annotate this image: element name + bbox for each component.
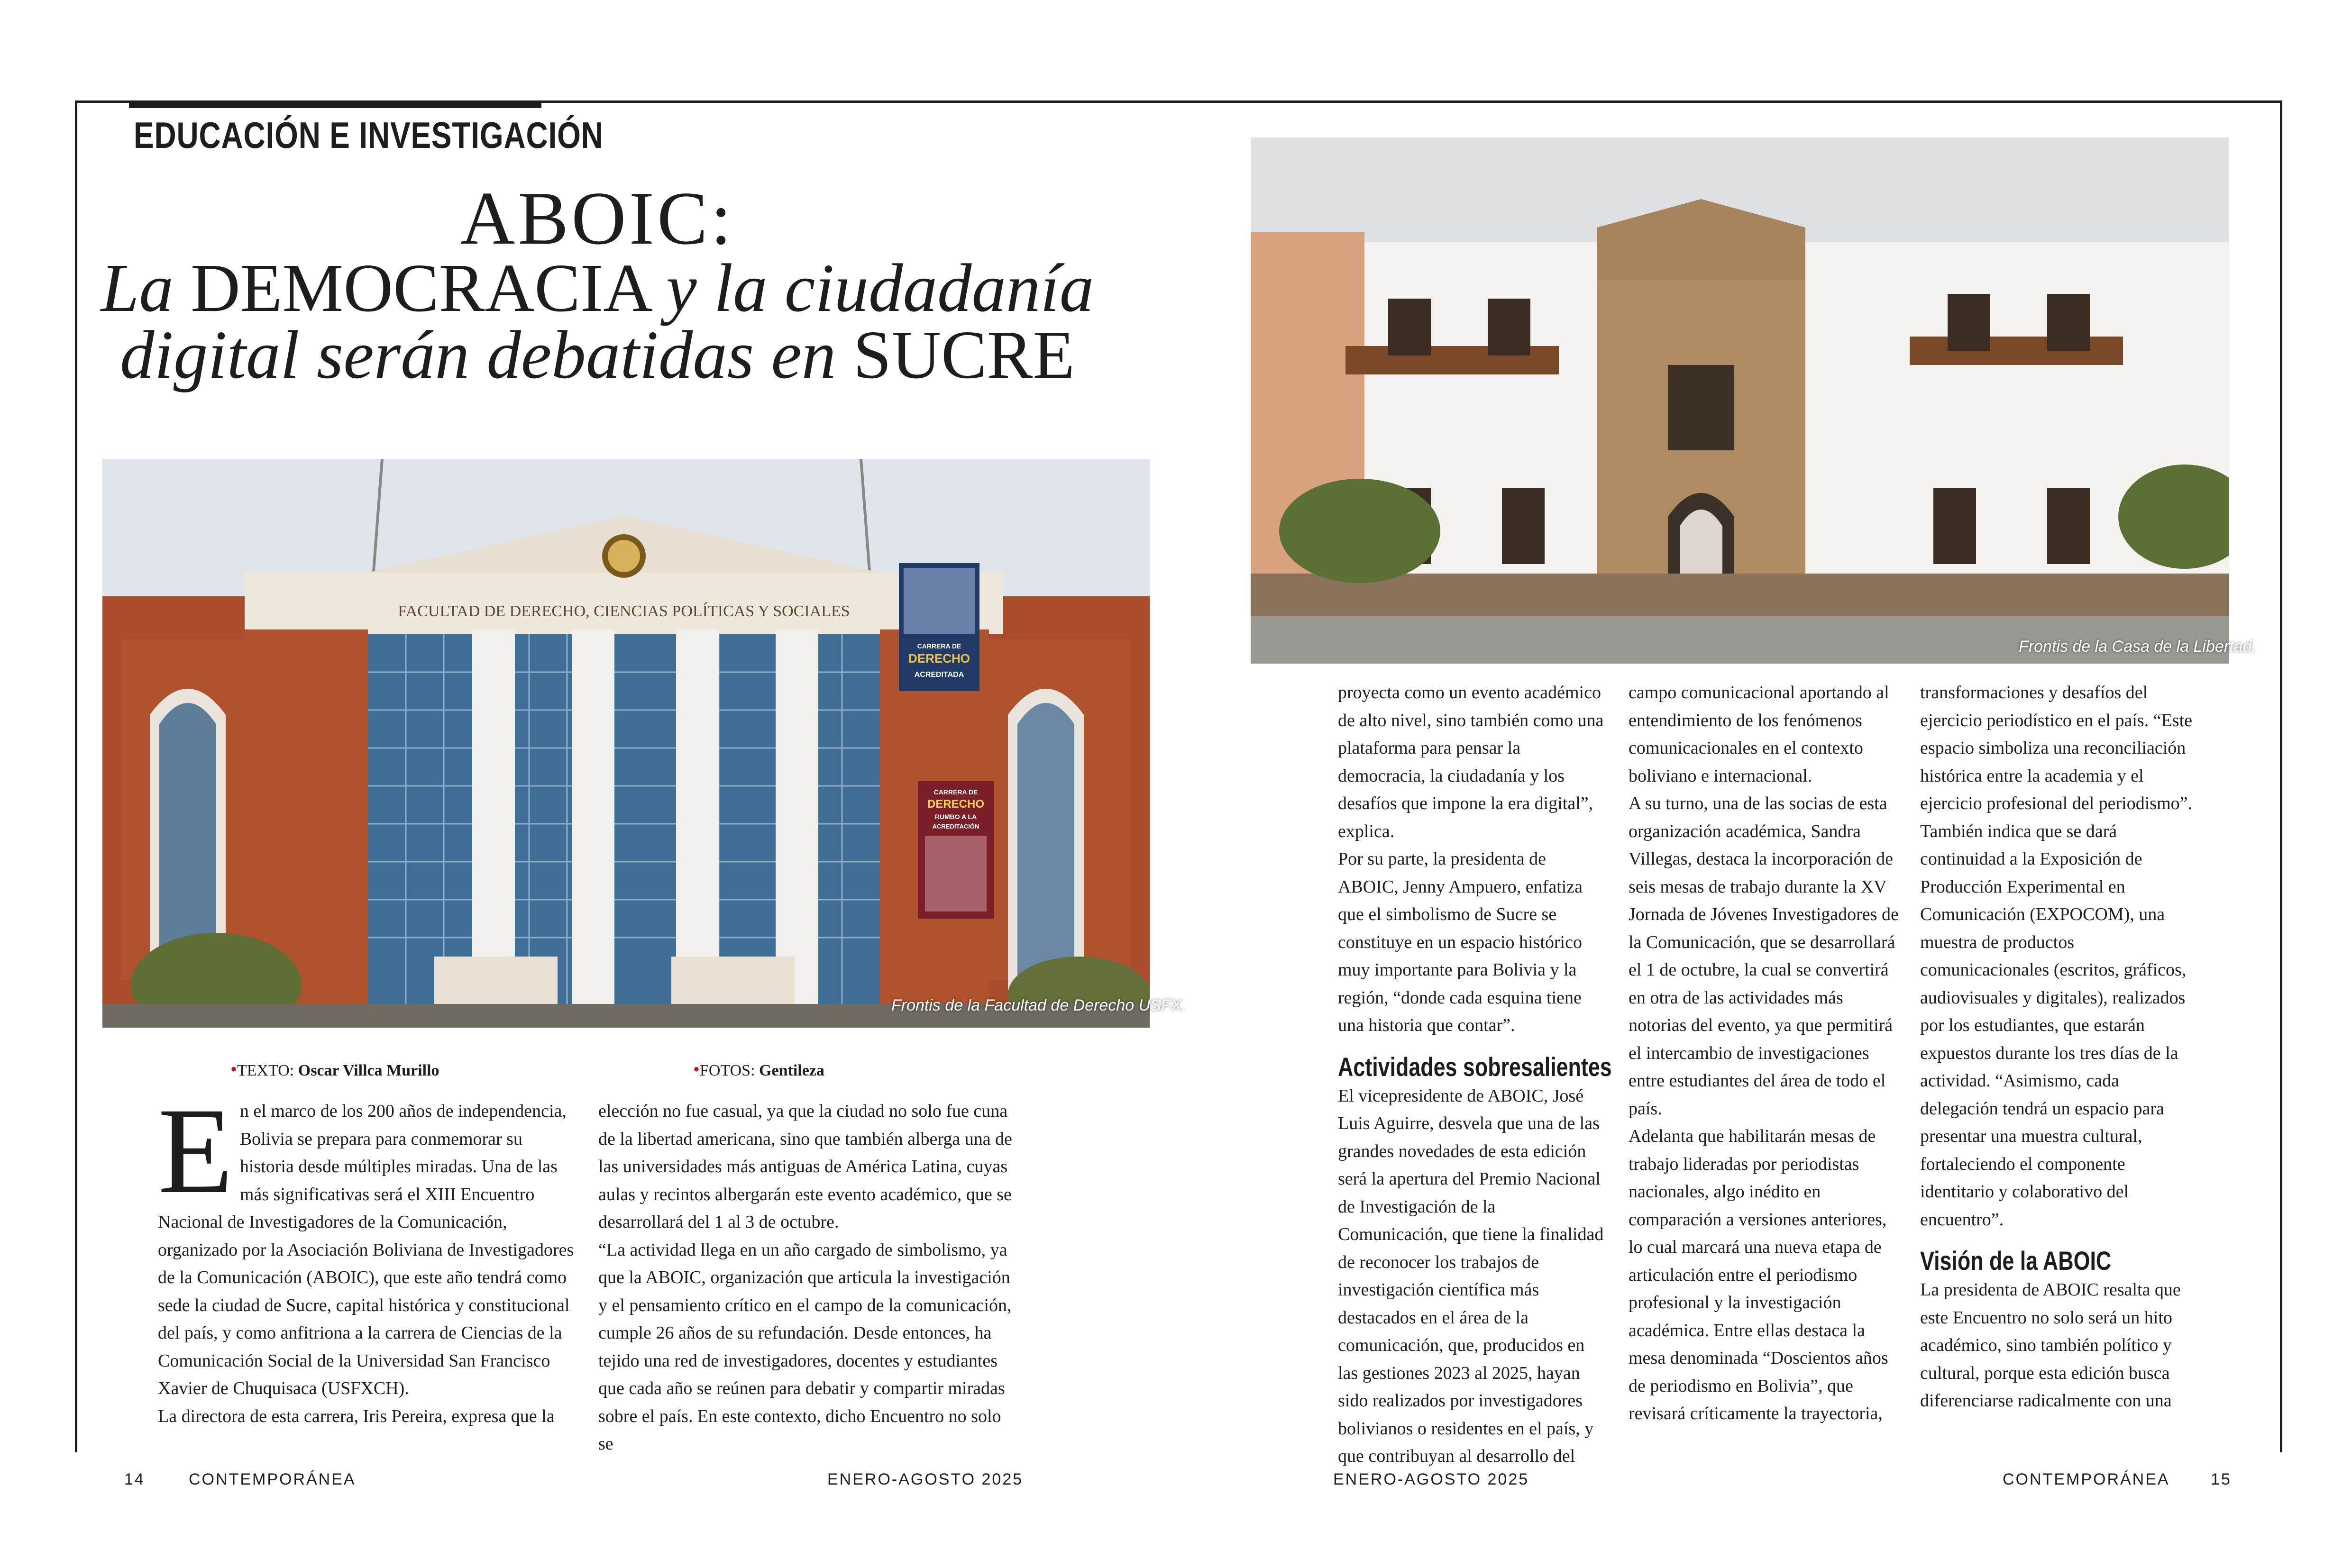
photo-casa-libertad — [1251, 137, 2229, 664]
paragraph: También indica que se dará continuidad a la Exposición de Producción Experimental en Comunicación (EXPOCOM), una muestra de productos comunicacionales (escritos, gráficos, audiovisuales y digitales), realizados por los estudiantes, que estarán expuestos durante los tres días de la actividad. “Asimismo, cada delegación tendrá un espacio para presentar una muestra cultural, fortaleciendo el componente identitario y colaborativo del encuentro”. — [1920, 821, 2187, 1230]
paragraph: Por su parte, la presidenta de ABOIC, Jenny Ampuero, enfatiza que el simbolismo de Sucre se constituye en un espacio histórico muy importante para Bolivia y la región, “donde cada esquina tiene una historia que contar”. — [1338, 849, 1583, 1035]
paragraph: La directora de esta carrera, Iris Pereira, expresa que la — [158, 1406, 555, 1426]
headline-ciudadania: y la ciudadanía — [666, 250, 1094, 326]
issue-date-right: ENERO-AGOSTO 2025 — [1333, 1470, 1529, 1488]
paragraph: proyecta como un evento académico de alto nivel, sino también como una plataforma para pensar la democracia, la ciudadanía y los desafíos que impone la era digital”, explica. — [1338, 683, 1604, 841]
issue-date-left: ENERO-AGOSTO 2025 — [827, 1470, 1024, 1488]
photo-facultad-derecho — [102, 459, 1150, 1028]
drop-cap: E — [158, 1083, 233, 1219]
magazine-name-right: CONTEMPORÁNEA — [2003, 1470, 2170, 1488]
page-number-left: 14 — [124, 1470, 145, 1488]
paragraph: n el marco de los 200 años de independencia, Bolivia se prepara para conmemorar su historia desde múltiples miradas. Una de las más significativas será el XIII Encuentro Nacional de Investigadores de la Comunicación, organizado por la Asociación Boliviana de Investigadores de la Comunicación (ABOIC), que este año tendrá como sede la ciudad de Sucre, capital histórica y constitucional del país, y como anfitriona a la carrera de Ciencias de la Comunicación Social de la Universidad San Francisco Xavier de Chuquisaca (USFXCH). — [158, 1101, 574, 1398]
section-label: EDUCACIÓN E INVESTIGACIÓN — [134, 114, 604, 156]
body-column-4 — [1629, 679, 1901, 1428]
frame-right-rule — [2280, 100, 2282, 1452]
headline-debatidas: digital serán debatidas en — [120, 317, 836, 393]
paragraph: elección no fue casual, ya que la ciudad no solo fue cuna de la libertad americana, sino que también alberga una de las universidades más antiguas de América Latina, cuyas aulas y recintos albergarán este evento académico, que se desarrollará del 1 al 3 de octubre. — [598, 1101, 1012, 1232]
banner1-line-c: ACREDITADA — [914, 671, 964, 679]
page-number-right: 15 — [2211, 1470, 2232, 1488]
section-bar — [129, 101, 541, 108]
credit-photos — [693, 1058, 824, 1080]
headline-line-2 — [76, 250, 1119, 326]
credit-text-label: TEXTO: — [237, 1062, 294, 1079]
credit-bullet-icon: • — [230, 1058, 238, 1080]
headline — [76, 176, 1119, 393]
paragraph: Adelanta que habilitarán mesas de trabajo lideradas por periodistas nacionales, algo inédito en comparación a versiones anteriores, lo cual marcará una nueva etapa de articulación entre el periodismo profesional y la investigación académica. Entre ellas destaca la mesa denominada “Doscientos años de periodismo en Bolivia”, que revisará críticamente la trayectoria, — [1629, 1126, 1888, 1423]
credit-photo-name: Gentileza — [759, 1062, 824, 1079]
banner2-line-a: CARRERA DE — [933, 788, 978, 796]
magazine-name-left: CONTEMPORÁNEA — [189, 1470, 356, 1488]
paragraph: El vicepresidente de ABOIC, José Luis Aguirre, desvela que una de las grandes novedades de esta edición será la apertura del Premio Nacional de Investigación de la Comunicación, que tiene la finalidad de reconocer los trabajos de investigación científica más destacados en el área de la comunicación, que, producidos en las gestiones 2023 al 2025, hayan sido realizados por investigadores bolivianos o residentes en el país, y que contribuyan al desarrollo del — [1338, 1085, 1604, 1466]
body-column-2 — [598, 1097, 1018, 1458]
headline-sucre: SUCRE — [853, 317, 1075, 393]
subhead-vision: Visión de la ABOIC — [1920, 1246, 2112, 1276]
headline-la: La — [101, 250, 174, 326]
banner1-line-b: DERECHO — [908, 651, 970, 665]
headline-line-1: ABOIC: — [460, 176, 735, 260]
facade-inscription: FACULTAD DE DERECHO, CIENCIAS POLÍTICAS Y SOCIALES — [398, 602, 850, 620]
subhead-actividades: Actividades sobresalientes — [1338, 1051, 1612, 1082]
paragraph: La presidenta de ABOIC resalta que este Encuentro no solo será un hito académico, sino también político y cultural, porque esta edición busca diferenciarse radicalmente con una — [1920, 1280, 2181, 1411]
body-column-3 — [1338, 679, 1612, 1470]
banner2-line-c: RUMBO A LA — [934, 813, 977, 820]
paragraph: A su turno, una de las socias de esta organización académica, Sandra Villegas, destaca la incorporación de seis mesas de trabajo durante la XV Jornada de Jóvenes Investigadores de la Comunicación, que se desarrollará el 1 de octubre, la cual se convertirá en otra de las actividades más notorias del evento, ya que permitirá el intercambio de investigaciones entre estudiantes del área de todo el país. — [1629, 793, 1899, 1119]
paragraph: transformaciones y desafíos del ejercicio periodístico en el país. “Este espacio simboliza una reconciliación histórica entre la academia y el ejercicio profesional del periodismo”. — [1920, 683, 2193, 813]
banner2-line-b: DERECHO — [927, 798, 985, 811]
banner2-line-d: ACREDITACIÓN — [932, 823, 979, 830]
credit-bullet-icon: • — [693, 1058, 700, 1080]
caption-facultad: Frontis de la Facultad de Derecho USFX. — [891, 996, 1186, 1014]
credit-text-name: Oscar Villca Murillo — [298, 1062, 439, 1079]
body-column-5 — [1920, 679, 2195, 1415]
credit-photo-label: FOTOS: — [700, 1062, 755, 1079]
caption-casa: Frontis de la Casa de la Libertad. — [2019, 638, 2256, 656]
paragraph: campo comunicacional aportando al entendimiento de los fenómenos comunicacionales en el contexto boliviano e internacional. — [1629, 683, 1889, 786]
banner1-line-a: CARRERA DE — [917, 642, 961, 650]
paragraph: “La actividad llega en un año cargado de simbolismo, ya que la ABOIC, organización que articula la investigación y el pensamiento crítico en el campo de la comunicación, cumple 26 años de su refundación. Desde entonces, ha tejido una red de investigadores, docentes y estudiantes que cada año se reúnen para debatir y compartir miradas sobre el país. En este contexto, dicho Encuentro no solo se — [598, 1240, 1012, 1454]
body-column-1 — [158, 1083, 577, 1430]
headline-democracia: DEMOCRACIA — [191, 250, 649, 326]
credit-text — [230, 1058, 439, 1080]
headline-line-3 — [76, 317, 1119, 393]
